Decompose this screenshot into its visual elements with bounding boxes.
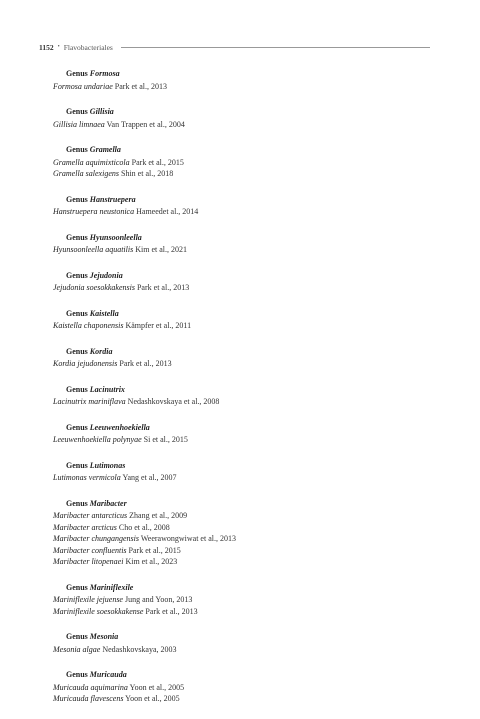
genus-entry (53, 106, 433, 130)
species-entry (53, 545, 433, 557)
species-entry (53, 606, 433, 618)
genus-word: Genus (66, 107, 88, 116)
species-name: Formosa undariae (53, 81, 113, 91)
species-entry (53, 693, 433, 705)
genus-word: Genus (66, 308, 88, 318)
species-entry (53, 168, 433, 180)
genus-entry (53, 232, 433, 256)
species-authority: Park et al., 2013 (114, 81, 167, 91)
species-entry (53, 81, 433, 93)
genus-heading (53, 270, 433, 281)
genus-entry (53, 669, 433, 705)
species-name: Gillisia limnaea (53, 119, 105, 129)
genus-entry (53, 346, 433, 370)
species-authority: Yang et al., 2007 (122, 473, 177, 482)
species-name: Hyunsoonleella aquatilis (53, 245, 134, 254)
species-authority: Van Trappen et al., 2004 (106, 119, 185, 129)
species-name: Mariniflexile soesokkakense (53, 606, 144, 616)
species-authority: Park et al., 2013 (119, 359, 172, 368)
species-name: Jejudonia soesokkakensis (53, 283, 135, 292)
genus-word: Genus (66, 632, 88, 641)
genus-entry (53, 194, 433, 218)
species-authority: Zhang et al., 2009 (129, 511, 188, 520)
genus-word: Genus (66, 346, 88, 356)
genus-heading (53, 498, 433, 509)
genus-name: Hyunsoonleella (89, 232, 142, 242)
genus-heading (53, 422, 433, 433)
species-name: Maribacter chungangensis (53, 534, 139, 543)
species-authority: Cho et al., 2008 (118, 522, 170, 532)
genus-entry (53, 68, 433, 92)
species-authority: Kim et al., 2021 (135, 245, 187, 254)
species-name: Mariniflexile jejuense (53, 595, 123, 604)
species-entry (53, 644, 433, 656)
genus-word: Genus (66, 422, 88, 432)
genus-entry (53, 422, 433, 446)
genus-entry (53, 460, 433, 484)
genus-entry (53, 631, 433, 655)
species-entry (53, 119, 433, 131)
species-entry (53, 244, 433, 256)
species-entry (53, 533, 433, 545)
species-name: Lacinutrix mariniflava (53, 397, 126, 406)
genus-name: Gramella (89, 145, 121, 154)
genus-word: Genus (66, 582, 88, 592)
genus-heading (53, 144, 433, 155)
species-authority: Hameedet al., 2014 (136, 207, 199, 216)
species-authority: Weerawongwiwat et al., 2013 (140, 534, 236, 543)
genus-word: Genus (66, 232, 88, 242)
genus-name: Lacinutrix (89, 384, 125, 394)
species-name: Kaistella chaponensis (53, 321, 124, 330)
species-authority: Nedashkovskaya, 2003 (102, 644, 177, 654)
genus-heading (53, 384, 433, 395)
genus-name: Kaistella (89, 308, 119, 318)
species-name: Maribacter litopenaei (53, 557, 124, 566)
species-name: Gramella aquimixticola (53, 157, 130, 167)
species-name: Muricauda flavescens (53, 694, 124, 703)
species-name: Lutimonas vermicola (53, 473, 121, 482)
page-number: 1152 (39, 42, 54, 52)
header-rule (121, 47, 430, 48)
genus-entry (53, 270, 433, 294)
section-title: Flavobacteriales (63, 42, 113, 52)
genus-entry (53, 308, 433, 332)
genus-entry (53, 144, 433, 180)
species-entry (53, 682, 433, 694)
species-name: Gramella salexigens (53, 169, 119, 178)
species-name: Hanstruepera neustonica (53, 207, 135, 216)
genus-word: Genus (66, 270, 88, 280)
species-authority: Park et al., 2015 (128, 545, 181, 555)
genus-heading (53, 460, 433, 471)
genus-name: Gillisia (89, 107, 114, 116)
genus-name: Mariniflexile (89, 582, 134, 592)
species-authority: Park et al., 2013 (145, 606, 198, 616)
species-name: Mesonia algae (53, 644, 101, 654)
genus-word: Genus (66, 194, 88, 204)
species-authority: Kämpfer et al., 2011 (125, 321, 192, 330)
genus-heading (53, 346, 433, 357)
genus-heading (53, 669, 433, 680)
species-name: Kordia jejudonensis (53, 359, 118, 368)
genus-name: Jejudonia (89, 270, 123, 280)
genus-heading (53, 106, 433, 117)
species-entry (53, 320, 433, 332)
genus-heading (53, 308, 433, 319)
genus-name: Lutimonas (89, 460, 126, 470)
genus-heading (53, 232, 433, 243)
species-authority: Jung and Yoon, 2013 (124, 595, 193, 604)
species-entry (53, 282, 433, 294)
genus-entry (53, 498, 433, 568)
genus-heading (53, 68, 433, 79)
genus-word: Genus (66, 498, 88, 508)
species-entry (53, 594, 433, 606)
genus-heading (53, 194, 433, 205)
species-entry (53, 510, 433, 522)
genus-list (53, 68, 433, 719)
species-authority: Si et al., 2015 (143, 435, 188, 444)
genus-name: Muricauda (89, 670, 127, 679)
genus-name: Maribacter (89, 498, 127, 508)
species-name: Maribacter confluentis (53, 545, 127, 555)
species-entry (53, 434, 433, 446)
species-authority: Nedashkovskaya et al., 2008 (127, 397, 220, 406)
genus-word: Genus (66, 69, 88, 78)
genus-name: Hanstruepera (89, 194, 136, 204)
genus-word: Genus (66, 145, 88, 154)
genus-name: Kordia (89, 346, 113, 356)
genus-entry (53, 582, 433, 618)
genus-name: Leeuwenhoekiella (89, 422, 150, 432)
genus-word: Genus (66, 384, 88, 394)
genus-heading (53, 631, 433, 642)
species-authority: Yoon et al., 2005 (125, 694, 180, 703)
genus-heading (53, 582, 433, 593)
species-authority: Kim et al., 2023 (125, 557, 178, 566)
genus-word: Genus (66, 670, 88, 679)
species-name: Leeuwenhoekiella polynyae (53, 435, 142, 444)
species-entry (53, 206, 433, 218)
species-entry (53, 472, 433, 484)
species-entry (53, 396, 433, 408)
species-name: Maribacter arcticus (53, 522, 117, 532)
species-entry (53, 157, 433, 169)
genus-name: Mesonia (89, 632, 119, 641)
species-entry (53, 358, 433, 370)
species-authority: Park et al., 2015 (131, 157, 184, 167)
species-name: Maribacter antarcticus (53, 511, 128, 520)
genus-name: Formosa (89, 69, 120, 78)
genus-word: Genus (66, 460, 88, 470)
species-authority: Park et al., 2013 (136, 283, 190, 292)
species-entry (53, 522, 433, 534)
species-name: Muricauda aquimarina (53, 682, 128, 692)
header-bullet: • (57, 44, 60, 50)
species-authority: Yoon et al., 2005 (129, 682, 185, 692)
running-header (39, 41, 430, 53)
genus-entry (53, 384, 433, 408)
species-entry (53, 556, 433, 568)
species-authority: Shin et al., 2018 (121, 169, 174, 178)
